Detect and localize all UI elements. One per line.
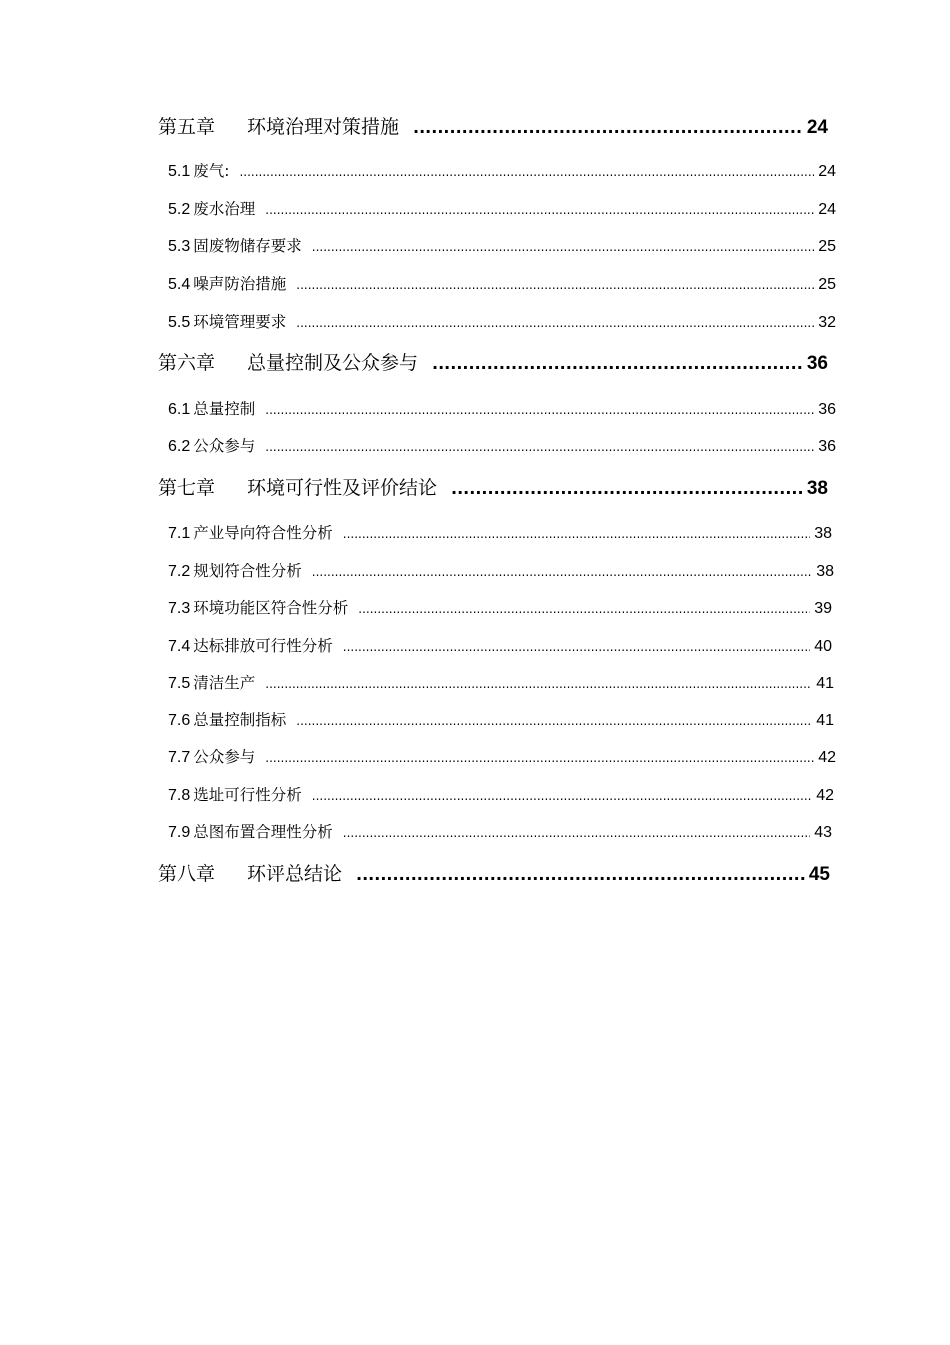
section-title: 固废物储存要求: [193, 237, 302, 255]
toc-section-7-6[interactable]: [168, 708, 834, 732]
section-title: 总量控制: [193, 400, 256, 418]
section-number: 6.1: [168, 401, 191, 418]
section-number: 7.8: [168, 787, 191, 804]
toc-section-7-5[interactable]: [168, 671, 834, 695]
chapter-number: 第五章: [158, 116, 216, 138]
section-title: 规划符合性分析: [193, 562, 302, 580]
section-title: 产业导向符合性分析: [193, 524, 333, 542]
section-title: 公众参与: [193, 748, 256, 766]
page-number: 24: [818, 201, 836, 218]
page-number: 32: [818, 314, 836, 331]
dot-leader: [296, 311, 814, 335]
page-number: 25: [818, 276, 836, 293]
toc-chapter-5[interactable]: [158, 113, 828, 141]
chapter-title: 环境可行性及评价结论: [247, 477, 438, 499]
dot-leader: [265, 672, 812, 696]
page-number: 36: [818, 401, 836, 418]
section-title: 环境管理要求: [193, 313, 287, 331]
toc-section-5-3[interactable]: [168, 234, 836, 258]
page-number: 41: [816, 675, 834, 692]
section-number: 7.1: [168, 525, 191, 542]
section-title: 总量控制指标: [193, 711, 287, 729]
section-title: 总图布置合理性分析: [193, 823, 333, 841]
toc-chapter-6[interactable]: [158, 349, 828, 377]
dot-leader: [296, 273, 814, 297]
section-title: 选址可行性分析: [193, 786, 302, 804]
section-number: 7.9: [168, 824, 191, 841]
toc-section-5-2[interactable]: [168, 197, 836, 221]
toc-section-5-1[interactable]: [168, 159, 836, 183]
section-title: 噪声防治措施: [193, 275, 287, 293]
chapter-title: 环评总结论: [247, 863, 343, 885]
page-number: 41: [816, 712, 834, 729]
toc-section-7-2[interactable]: [168, 559, 834, 583]
page-number: 42: [818, 749, 836, 766]
dot-leader: [432, 350, 803, 378]
page-number: 38: [814, 525, 832, 542]
dot-leader: [312, 784, 812, 808]
page-number: 36: [806, 353, 828, 374]
toc-chapter-7[interactable]: [158, 474, 828, 502]
section-number: 5.4: [168, 276, 191, 293]
toc-section-7-7[interactable]: [168, 745, 836, 769]
toc-section-6-2[interactable]: [168, 434, 836, 458]
dot-leader: [343, 635, 810, 659]
dot-leader: [356, 861, 805, 889]
page-number: 40: [814, 638, 832, 655]
chapter-number: 第八章: [158, 863, 216, 885]
section-title: 清洁生产: [193, 674, 256, 692]
page-number: 36: [818, 438, 836, 455]
toc-section-7-3[interactable]: [168, 596, 832, 620]
dot-leader: [343, 821, 810, 845]
page-number: 38: [816, 563, 834, 580]
dot-leader: [312, 235, 814, 259]
dot-leader: [451, 475, 803, 503]
chapter-number: 第七章: [158, 477, 216, 499]
dot-leader: [265, 398, 814, 422]
page-number: 24: [818, 163, 836, 180]
page-number: 24: [806, 117, 828, 138]
page-number: 45: [808, 864, 830, 885]
page-number: 25: [818, 238, 836, 255]
toc-section-7-8[interactable]: [168, 783, 834, 807]
chapter-title: 环境治理对策措施: [247, 116, 400, 138]
toc-section-6-1[interactable]: [168, 397, 836, 421]
section-title: 废气:: [193, 162, 230, 180]
dot-leader: [358, 597, 810, 621]
dot-leader: [239, 160, 814, 184]
chapter-number: 第六章: [158, 352, 216, 374]
page-number: 39: [814, 600, 832, 617]
toc-section-5-5[interactable]: [168, 310, 836, 334]
section-number: 7.6: [168, 712, 191, 729]
section-number: 7.3: [168, 600, 191, 617]
section-number: 7.5: [168, 675, 191, 692]
dot-leader: [312, 560, 812, 584]
section-number: 5.3: [168, 238, 191, 255]
toc-section-7-1[interactable]: [168, 521, 832, 545]
dot-leader: [265, 746, 814, 770]
section-number: 7.2: [168, 563, 191, 580]
page-number: 42: [816, 787, 834, 804]
toc-section-5-4[interactable]: [168, 272, 836, 296]
section-number: 7.4: [168, 638, 191, 655]
section-number: 5.1: [168, 163, 191, 180]
page-number: 38: [806, 478, 828, 499]
chapter-title: 总量控制及公众参与: [247, 352, 419, 374]
section-title: 环境功能区符合性分析: [193, 599, 349, 617]
dot-leader: [265, 435, 814, 459]
section-title: 达标排放可行性分析: [193, 637, 333, 655]
section-number: 5.5: [168, 314, 191, 331]
dot-leader: [296, 709, 812, 733]
section-number: 7.7: [168, 749, 191, 766]
page-number: 43: [814, 824, 832, 841]
toc-chapter-8[interactable]: [158, 860, 830, 888]
section-number: 5.2: [168, 201, 191, 218]
section-title: 废水治理: [193, 200, 256, 218]
dot-leader: [413, 114, 803, 142]
toc-section-7-9[interactable]: [168, 820, 832, 844]
toc-section-7-4[interactable]: [168, 634, 832, 658]
dot-leader: [343, 522, 810, 546]
section-number: 6.2: [168, 438, 191, 455]
dot-leader: [265, 198, 814, 222]
section-title: 公众参与: [193, 437, 256, 455]
